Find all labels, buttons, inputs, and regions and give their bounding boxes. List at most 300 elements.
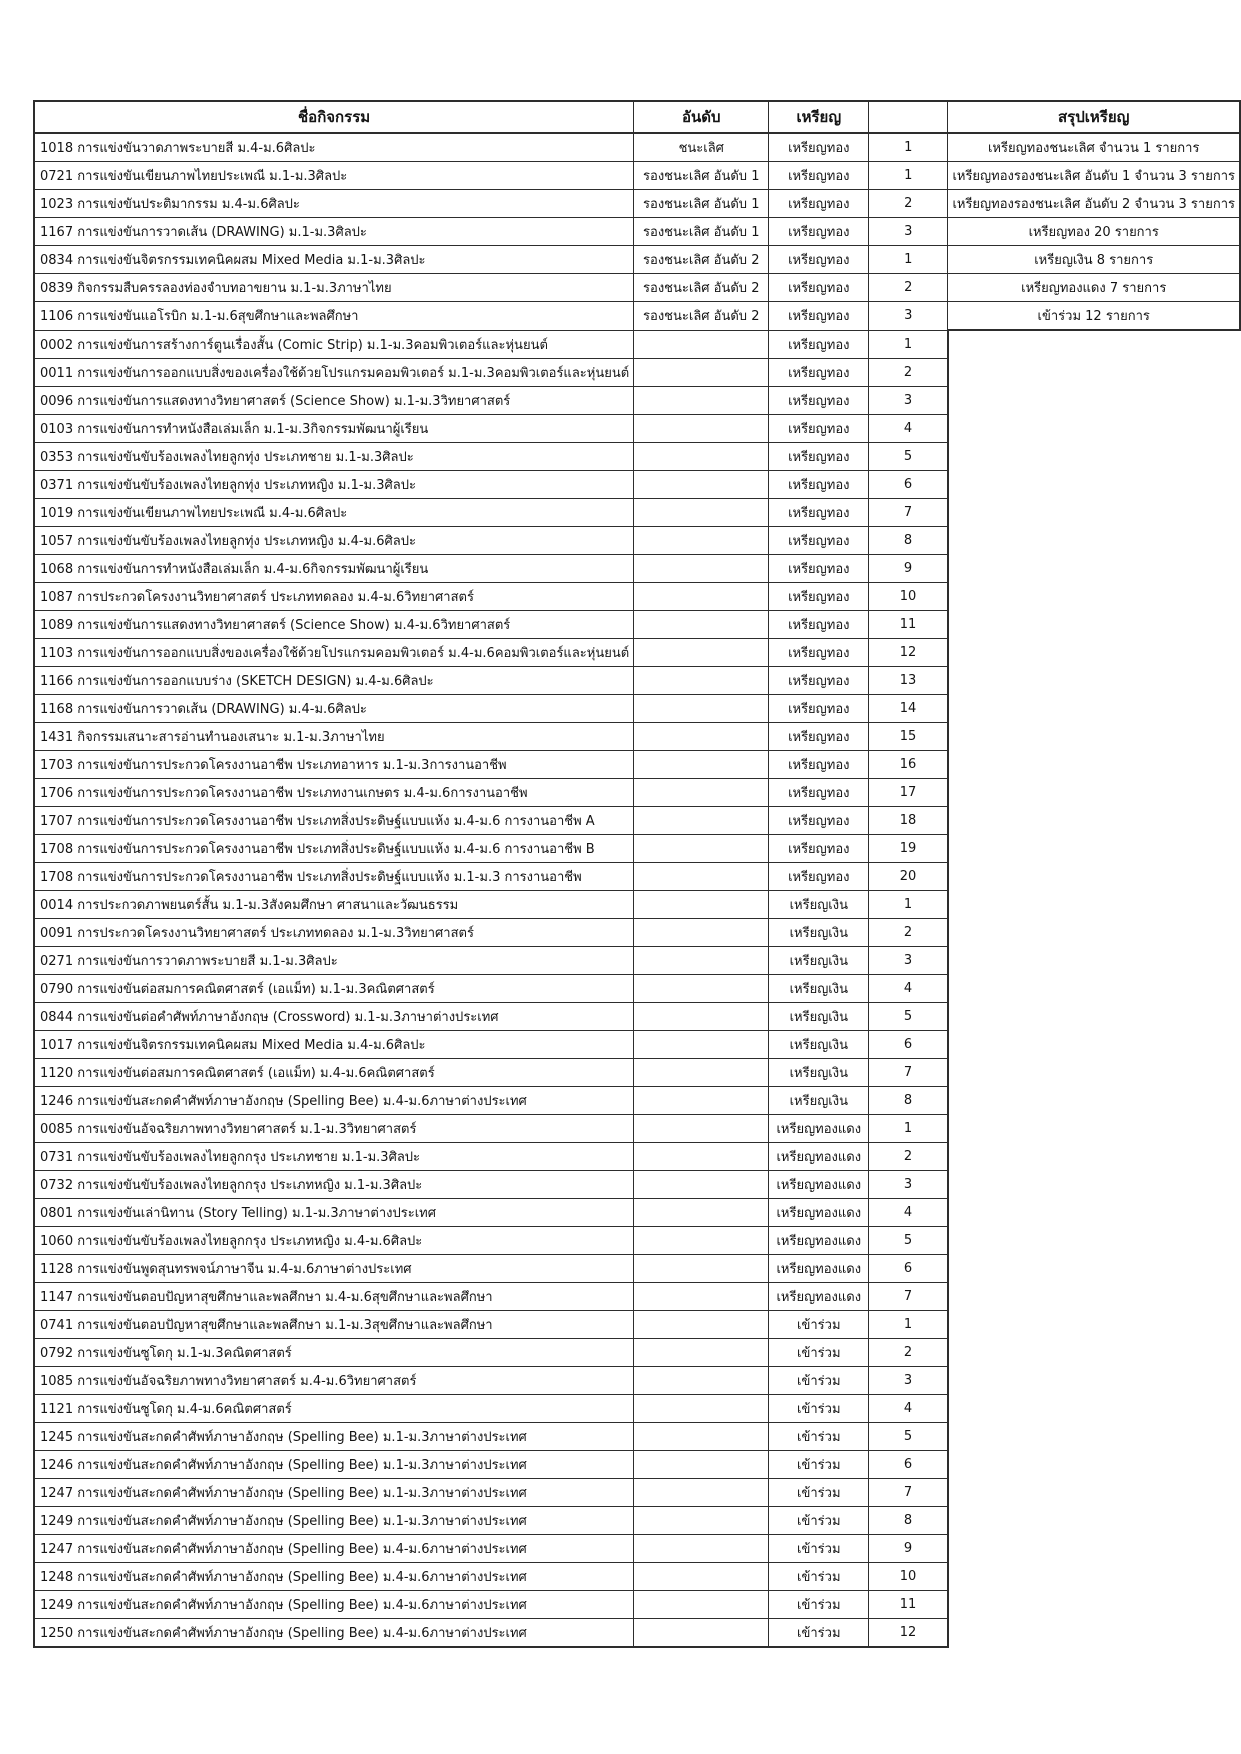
empty-cell (948, 778, 1240, 806)
count-cell: 6 (869, 1254, 948, 1282)
table-row (34, 1114, 1240, 1142)
empty-cell (948, 1478, 1240, 1506)
medal-cell: เหรียญทอง (769, 358, 869, 386)
medal-cell: เหรียญทอง (769, 554, 869, 582)
medal-cell: เหรียญทอง (769, 638, 869, 666)
count-cell: 8 (869, 1506, 948, 1534)
activity-cell: 0371 การแข่งขันขับร้องเพลงไทยลูกทุ่ง ประเภทหญิง ม.1-ม.3ศิลปะ (34, 470, 634, 498)
count-cell: 16 (869, 750, 948, 778)
medal-cell: เหรียญทอง (769, 862, 869, 890)
table-row (34, 1534, 1240, 1562)
table-row (34, 1030, 1240, 1058)
activity-cell: 1017 การแข่งขันจิตรกรรมเทคนิคผสม Mixed Media ม.4-ม.6ศิลปะ (34, 1030, 634, 1058)
activity-cell: 1249 การแข่งขันสะกดคำศัพท์ภาษาอังกฤษ (Spelling Bee) ม.1-ม.3ภาษาต่างประเทศ (34, 1506, 634, 1534)
table-row (34, 1198, 1240, 1226)
count-cell: 3 (869, 946, 948, 974)
rank-cell (634, 330, 769, 358)
rank-cell: รองชนะเลิศ อันดับ 2 (634, 274, 769, 302)
table-row (34, 1506, 1240, 1534)
medal-cell: เหรียญเงิน (769, 974, 869, 1002)
rank-cell (634, 1170, 769, 1198)
column-header-summary: สรุปเหรียญ (948, 101, 1240, 133)
count-cell: 3 (869, 302, 948, 331)
empty-cell (948, 414, 1240, 442)
activity-cell: 1147 การแข่งขันตอบปัญหาสุขศึกษาและพลศึกษา ม.4-ม.6สุขศึกษาและพลศึกษา (34, 1282, 634, 1310)
rank-cell (634, 862, 769, 890)
empty-cell (948, 1142, 1240, 1170)
table-row (34, 610, 1240, 638)
rank-cell (634, 610, 769, 638)
count-cell: 15 (869, 722, 948, 750)
rank-cell (634, 1338, 769, 1366)
activity-cell: 1057 การแข่งขันขับร้องเพลงไทยลูกทุ่ง ประเภทหญิง ม.4-ม.6ศิลปะ (34, 526, 634, 554)
count-cell: 3 (869, 1170, 948, 1198)
empty-cell (948, 582, 1240, 610)
table-row (34, 862, 1240, 890)
empty-cell (948, 890, 1240, 918)
empty-cell (948, 1226, 1240, 1254)
rank-cell (634, 1086, 769, 1114)
activity-cell: 0792 การแข่งขันซูโดกุ ม.1-ม.3คณิตศาสตร์ (34, 1338, 634, 1366)
table-row (34, 190, 1240, 218)
summary-cell: เข้าร่วม 12 รายการ (948, 302, 1240, 331)
medal-cell: เหรียญเงิน (769, 1030, 869, 1058)
table-row (34, 918, 1240, 946)
rank-cell (634, 1002, 769, 1030)
count-cell: 8 (869, 526, 948, 554)
rank-cell (634, 666, 769, 694)
column-header-medal: เหรียญ (769, 101, 869, 133)
activity-cell: 1248 การแข่งขันสะกดคำศัพท์ภาษาอังกฤษ (Spelling Bee) ม.4-ม.6ภาษาต่างประเทศ (34, 1562, 634, 1590)
column-header-rank: อันดับ (634, 101, 769, 133)
medal-cell: เหรียญทอง (769, 666, 869, 694)
activity-cell: 1247 การแข่งขันสะกดคำศัพท์ภาษาอังกฤษ (Spelling Bee) ม.4-ม.6ภาษาต่างประเทศ (34, 1534, 634, 1562)
activity-cell: 0011 การแข่งขันการออกแบบสิ่งของเครื่องใช้ด้วยโปรแกรมคอมพิวเตอร์ ม.1-ม.3คอมพิวเตอร์และหุ่นยนต์ (34, 358, 634, 386)
count-cell: 7 (869, 1478, 948, 1506)
empty-cell (948, 330, 1240, 358)
medal-cell: เข้าร่วม (769, 1366, 869, 1394)
activity-cell: 1120 การแข่งขันต่อสมการคณิตศาสตร์ (เอแม็ท) ม.4-ม.6คณิตศาสตร์ (34, 1058, 634, 1086)
medal-cell: เข้าร่วม (769, 1506, 869, 1534)
activity-cell: 1431 กิจกรรมเสนาะสารอ่านทำนองเสนาะ ม.1-ม.3ภาษาไทย (34, 722, 634, 750)
medal-cell: เหรียญทอง (769, 330, 869, 358)
rank-cell (634, 834, 769, 862)
table-row (34, 133, 1240, 162)
summary-cell: เหรียญทองชนะเลิศ จำนวน 1 รายการ (948, 133, 1240, 162)
table-row (34, 470, 1240, 498)
rank-cell: รองชนะเลิศ อันดับ 1 (634, 190, 769, 218)
table-row (34, 946, 1240, 974)
table-row (34, 1142, 1240, 1170)
table-row (34, 302, 1240, 331)
table-row (34, 1450, 1240, 1478)
count-cell: 4 (869, 1198, 948, 1226)
count-cell: 2 (869, 918, 948, 946)
count-cell: 10 (869, 1562, 948, 1590)
table-row (34, 218, 1240, 246)
rank-cell (634, 946, 769, 974)
rank-cell (634, 1506, 769, 1534)
count-cell: 5 (869, 442, 948, 470)
medal-cell: เข้าร่วม (769, 1562, 869, 1590)
activity-cell: 0103 การแข่งขันการทำหนังสือเล่มเล็ก ม.1-ม.3กิจกรรมพัฒนาผู้เรียน (34, 414, 634, 442)
empty-cell (948, 666, 1240, 694)
medal-cell: เหรียญทอง (769, 806, 869, 834)
count-cell: 12 (869, 638, 948, 666)
rank-cell (634, 498, 769, 526)
rank-cell (634, 1254, 769, 1282)
count-cell: 1 (869, 162, 948, 190)
table-row (34, 1086, 1240, 1114)
count-cell: 12 (869, 1618, 948, 1647)
count-cell: 11 (869, 610, 948, 638)
table-row (34, 1590, 1240, 1618)
medal-cell: เหรียญทอง (769, 722, 869, 750)
empty-cell (948, 806, 1240, 834)
medal-cell: เหรียญเงิน (769, 1002, 869, 1030)
activity-cell: 1121 การแข่งขันซูโดกุ ม.4-ม.6คณิตศาสตร์ (34, 1394, 634, 1422)
table-row (34, 1338, 1240, 1366)
empty-cell (948, 862, 1240, 890)
table-row (34, 1002, 1240, 1030)
activity-cell: 1246 การแข่งขันสะกดคำศัพท์ภาษาอังกฤษ (Spelling Bee) ม.1-ม.3ภาษาต่างประเทศ (34, 1450, 634, 1478)
count-cell: 17 (869, 778, 948, 806)
empty-cell (948, 1562, 1240, 1590)
rank-cell (634, 414, 769, 442)
activity-cell: 1128 การแข่งขันพูดสุนทรพจน์ภาษาจีน ม.4-ม.6ภาษาต่างประเทศ (34, 1254, 634, 1282)
empty-cell (948, 694, 1240, 722)
count-cell: 20 (869, 862, 948, 890)
medal-cell: เหรียญทองแดง (769, 1226, 869, 1254)
empty-cell (948, 834, 1240, 862)
count-cell: 3 (869, 1366, 948, 1394)
activity-cell: 0790 การแข่งขันต่อสมการคณิตศาสตร์ (เอแม็ท) ม.1-ม.3คณิตศาสตร์ (34, 974, 634, 1002)
count-cell: 2 (869, 190, 948, 218)
activity-cell: 1085 การแข่งขันอัจฉริยภาพทางวิทยาศาสตร์ ม.4-ม.6วิทยาศาสตร์ (34, 1366, 634, 1394)
rank-cell (634, 526, 769, 554)
empty-cell (948, 386, 1240, 414)
count-cell: 6 (869, 1450, 948, 1478)
medal-cell: เหรียญทอง (769, 274, 869, 302)
activity-cell: 1019 การแข่งขันเขียนภาพไทยประเพณี ม.4-ม.6ศิลปะ (34, 498, 634, 526)
activity-cell: 1168 การแข่งขันการวาดเส้น (DRAWING) ม.4-ม.6ศิลปะ (34, 694, 634, 722)
table-row (34, 1058, 1240, 1086)
table-header-row (34, 101, 1240, 133)
medal-cell: เข้าร่วม (769, 1450, 869, 1478)
table-row (34, 1226, 1240, 1254)
rank-cell (634, 974, 769, 1002)
medal-cell: เหรียญทอง (769, 190, 869, 218)
activity-cell: 1018 การแข่งขันวาดภาพระบายสี ม.4-ม.6ศิลปะ (34, 133, 634, 162)
summary-cell: เหรียญทองรองชนะเลิศ อันดับ 1 จำนวน 3 รายการ (948, 162, 1240, 190)
medal-cell: เหรียญทอง (769, 778, 869, 806)
count-cell: 8 (869, 1086, 948, 1114)
medal-cell: เข้าร่วม (769, 1338, 869, 1366)
table-row (34, 1422, 1240, 1450)
rank-cell (634, 1478, 769, 1506)
count-cell: 1 (869, 1114, 948, 1142)
rank-cell (634, 1030, 769, 1058)
activity-cell: 0731 การแข่งขันขับร้องเพลงไทยลูกกรุง ประเภทชาย ม.1-ม.3ศิลปะ (34, 1142, 634, 1170)
activity-cell: 0732 การแข่งขันขับร้องเพลงไทยลูกกรุง ประเภทหญิง ม.1-ม.3ศิลปะ (34, 1170, 634, 1198)
count-cell: 2 (869, 1142, 948, 1170)
activity-cell: 0353 การแข่งขันขับร้องเพลงไทยลูกทุ่ง ประเภทชาย ม.1-ม.3ศิลปะ (34, 442, 634, 470)
medal-cell: เหรียญทอง (769, 834, 869, 862)
activity-cell: 1087 การประกวดโครงงานวิทยาศาสตร์ ประเภททดลอง ม.4-ม.6วิทยาศาสตร์ (34, 582, 634, 610)
medal-cell: เหรียญทอง (769, 218, 869, 246)
activity-cell: 1246 การแข่งขันสะกดคำศัพท์ภาษาอังกฤษ (Spelling Bee) ม.4-ม.6ภาษาต่างประเทศ (34, 1086, 634, 1114)
count-cell: 5 (869, 1226, 948, 1254)
table-row (34, 1366, 1240, 1394)
count-cell: 9 (869, 1534, 948, 1562)
table-row (34, 274, 1240, 302)
activity-cell: 1068 การแข่งขันการทำหนังสือเล่มเล็ก ม.4-ม.6กิจกรรมพัฒนาผู้เรียน (34, 554, 634, 582)
empty-cell (948, 1310, 1240, 1338)
empty-cell (948, 498, 1240, 526)
medal-cell: เหรียญทอง (769, 246, 869, 274)
medal-cell: เหรียญเงิน (769, 918, 869, 946)
rank-cell (634, 1394, 769, 1422)
empty-cell (948, 442, 1240, 470)
rank-cell: ชนะเลิศ (634, 133, 769, 162)
rank-cell (634, 638, 769, 666)
empty-cell (948, 1058, 1240, 1086)
medal-cell: เหรียญทอง (769, 414, 869, 442)
column-header-activity: ชื่อกิจกรรม (34, 101, 634, 133)
empty-cell (948, 1086, 1240, 1114)
rank-cell (634, 750, 769, 778)
empty-cell (948, 1590, 1240, 1618)
count-cell: 7 (869, 1058, 948, 1086)
empty-cell (948, 1114, 1240, 1142)
rank-cell (634, 442, 769, 470)
rank-cell: รองชนะเลิศ อันดับ 2 (634, 302, 769, 331)
medal-cell: เหรียญทองแดง (769, 1142, 869, 1170)
rank-cell (634, 582, 769, 610)
medal-cell: เหรียญทอง (769, 442, 869, 470)
medal-cell: เข้าร่วม (769, 1478, 869, 1506)
rank-cell (634, 1282, 769, 1310)
count-cell: 1 (869, 133, 948, 162)
rank-cell (634, 1590, 769, 1618)
activity-cell: 0091 การประกวดโครงงานวิทยาศาสตร์ ประเภททดลอง ม.1-ม.3วิทยาศาสตร์ (34, 918, 634, 946)
rank-cell (634, 722, 769, 750)
rank-cell (634, 1142, 769, 1170)
table-row (34, 1562, 1240, 1590)
table-row (34, 666, 1240, 694)
activity-cell: 1106 การแข่งขันแอโรบิก ม.1-ม.6สุขศึกษาและพลศึกษา (34, 302, 634, 331)
empty-cell (948, 1450, 1240, 1478)
activity-cell: 1703 การแข่งขันการประกวดโครงงานอาชีพ ประเภทอาหาร ม.1-ม.3การงานอาชีพ (34, 750, 634, 778)
count-cell: 1 (869, 330, 948, 358)
empty-cell (948, 750, 1240, 778)
rank-cell (634, 1562, 769, 1590)
rank-cell (634, 358, 769, 386)
empty-cell (948, 1422, 1240, 1450)
medal-cell: เข้าร่วม (769, 1394, 869, 1422)
empty-cell (948, 1030, 1240, 1058)
rank-cell (634, 918, 769, 946)
count-cell: 1 (869, 1310, 948, 1338)
rank-cell (634, 1226, 769, 1254)
activity-cell: 0801 การแข่งขันเล่านิทาน (Story Telling) ม.1-ม.3ภาษาต่างประเทศ (34, 1198, 634, 1226)
activity-cell: 0844 การแข่งขันต่อคำศัพท์ภาษาอังกฤษ (Crossword) ม.1-ม.3ภาษาต่างประเทศ (34, 1002, 634, 1030)
medal-cell: เหรียญทอง (769, 694, 869, 722)
rank-cell (634, 1114, 769, 1142)
empty-cell (948, 1366, 1240, 1394)
table-row (34, 554, 1240, 582)
medal-cell: เหรียญทอง (769, 582, 869, 610)
medal-cell: เข้าร่วม (769, 1422, 869, 1450)
activity-cell: 0839 กิจกรรมสืบครรลองท่องจำบทอาขยาน ม.1-ม.3ภาษาไทย (34, 274, 634, 302)
table-row (34, 1478, 1240, 1506)
medal-cell: เข้าร่วม (769, 1618, 869, 1647)
table-row (34, 694, 1240, 722)
medal-cell: เหรียญทองแดง (769, 1114, 869, 1142)
empty-cell (948, 918, 1240, 946)
empty-cell (948, 638, 1240, 666)
summary-cell: เหรียญทอง 20 รายการ (948, 218, 1240, 246)
activity-cell: 1707 การแข่งขันการประกวดโครงงานอาชีพ ประเภทสิ่งประดิษฐ์แบบแห้ง ม.4-ม.6 การงานอาชีพ A (34, 806, 634, 834)
rank-cell (634, 1618, 769, 1647)
medal-cell: เข้าร่วม (769, 1590, 869, 1618)
rank-cell (634, 778, 769, 806)
count-cell: 6 (869, 470, 948, 498)
table-row (34, 1394, 1240, 1422)
medal-cell: เหรียญเงิน (769, 1086, 869, 1114)
empty-cell (948, 722, 1240, 750)
table-row (34, 442, 1240, 470)
rank-cell: รองชนะเลิศ อันดับ 1 (634, 218, 769, 246)
activity-cell: 1103 การแข่งขันการออกแบบสิ่งของเครื่องใช้ด้วยโปรแกรมคอมพิวเตอร์ ม.4-ม.6คอมพิวเตอร์และหุ่นยนต์ (34, 638, 634, 666)
count-cell: 6 (869, 1030, 948, 1058)
medal-cell: เหรียญทอง (769, 610, 869, 638)
table-row (34, 638, 1240, 666)
count-cell: 11 (869, 1590, 948, 1618)
table-row (34, 722, 1240, 750)
activity-cell: 1706 การแข่งขันการประกวดโครงงานอาชีพ ประเภทงานเกษตร ม.4-ม.6การงานอาชีพ (34, 778, 634, 806)
count-cell: 2 (869, 358, 948, 386)
count-cell: 7 (869, 1282, 948, 1310)
activity-cell: 1089 การแข่งขันการแสดงทางวิทยาศาสตร์ (Science Show) ม.4-ม.6วิทยาศาสตร์ (34, 610, 634, 638)
empty-cell (948, 1338, 1240, 1366)
medal-cell: เหรียญเงิน (769, 890, 869, 918)
table-row (34, 974, 1240, 1002)
rank-cell (634, 554, 769, 582)
rank-cell (634, 1058, 769, 1086)
activity-cell: 1249 การแข่งขันสะกดคำศัพท์ภาษาอังกฤษ (Spelling Bee) ม.4-ม.6ภาษาต่างประเทศ (34, 1590, 634, 1618)
table-row (34, 358, 1240, 386)
table-row (34, 1282, 1240, 1310)
activity-cell: 1250 การแข่งขันสะกดคำศัพท์ภาษาอังกฤษ (Spelling Bee) ม.4-ม.6ภาษาต่างประเทศ (34, 1618, 634, 1647)
empty-cell (948, 946, 1240, 974)
medal-cell: เหรียญทองแดง (769, 1254, 869, 1282)
rank-cell (634, 1450, 769, 1478)
activity-cell: 1166 การแข่งขันการออกแบบร่าง (SKETCH DESIGN) ม.4-ม.6ศิลปะ (34, 666, 634, 694)
medal-cell: เหรียญทอง (769, 498, 869, 526)
activity-cell: 1023 การแข่งขันประติมากรรม ม.4-ม.6ศิลปะ (34, 190, 634, 218)
activity-cell: 1247 การแข่งขันสะกดคำศัพท์ภาษาอังกฤษ (Spelling Bee) ม.1-ม.3ภาษาต่างประเทศ (34, 1478, 634, 1506)
count-cell: 4 (869, 974, 948, 1002)
count-cell: 4 (869, 414, 948, 442)
table-row (34, 414, 1240, 442)
summary-cell: เหรียญทองรองชนะเลิศ อันดับ 2 จำนวน 3 รายการ (948, 190, 1240, 218)
table-row (34, 498, 1240, 526)
rank-cell (634, 386, 769, 414)
empty-cell (948, 1198, 1240, 1226)
table-row (34, 386, 1240, 414)
empty-cell (948, 1282, 1240, 1310)
summary-cell: เหรียญทองแดง 7 รายการ (948, 274, 1240, 302)
activity-cell: 1167 การแข่งขันการวาดเส้น (DRAWING) ม.1-ม.3ศิลปะ (34, 218, 634, 246)
medal-cell: เหรียญทองแดง (769, 1170, 869, 1198)
count-cell: 5 (869, 1002, 948, 1030)
rank-cell (634, 1422, 769, 1450)
count-cell: 14 (869, 694, 948, 722)
count-cell: 9 (869, 554, 948, 582)
table-row (34, 1310, 1240, 1338)
table-row (34, 1618, 1240, 1647)
empty-cell (948, 1618, 1240, 1647)
medal-cell: เหรียญทอง (769, 162, 869, 190)
activity-cell: 0096 การแข่งขันการแสดงทางวิทยาศาสตร์ (Science Show) ม.1-ม.3วิทยาศาสตร์ (34, 386, 634, 414)
table-row (34, 1170, 1240, 1198)
count-cell: 13 (869, 666, 948, 694)
medal-cell: เหรียญทอง (769, 750, 869, 778)
table-row (34, 582, 1240, 610)
empty-cell (948, 1254, 1240, 1282)
activity-cell: 0271 การแข่งขันการวาดภาพระบายสี ม.1-ม.3ศิลปะ (34, 946, 634, 974)
activity-cell: 1060 การแข่งขันขับร้องเพลงไทยลูกกรุง ประเภทหญิง ม.4-ม.6ศิลปะ (34, 1226, 634, 1254)
rank-cell (634, 806, 769, 834)
rank-cell (634, 470, 769, 498)
count-cell: 1 (869, 890, 948, 918)
rank-cell (634, 1366, 769, 1394)
count-cell: 3 (869, 218, 948, 246)
empty-cell (948, 974, 1240, 1002)
rank-cell (634, 1534, 769, 1562)
table-row (34, 806, 1240, 834)
activity-cell: 1245 การแข่งขันสะกดคำศัพท์ภาษาอังกฤษ (Spelling Bee) ม.1-ม.3ภาษาต่างประเทศ (34, 1422, 634, 1450)
count-cell: 2 (869, 1338, 948, 1366)
table-row (34, 1254, 1240, 1282)
medal-cell: เหรียญทอง (769, 302, 869, 331)
empty-cell (948, 526, 1240, 554)
count-cell: 3 (869, 386, 948, 414)
empty-cell (948, 358, 1240, 386)
empty-cell (948, 554, 1240, 582)
count-cell: 10 (869, 582, 948, 610)
table-row (34, 750, 1240, 778)
count-cell: 7 (869, 498, 948, 526)
empty-cell (948, 1394, 1240, 1422)
table-row (34, 330, 1240, 358)
rank-cell (634, 890, 769, 918)
rank-cell: รองชนะเลิศ อันดับ 1 (634, 162, 769, 190)
table-row (34, 246, 1240, 274)
table-body (34, 133, 1240, 1647)
summary-cell: เหรียญเงิน 8 รายการ (948, 246, 1240, 274)
medal-cell: เหรียญทอง (769, 470, 869, 498)
table-row (34, 778, 1240, 806)
count-cell: 1 (869, 246, 948, 274)
count-cell: 2 (869, 274, 948, 302)
medal-cell: เหรียญเงิน (769, 946, 869, 974)
count-cell: 4 (869, 1394, 948, 1422)
activity-cell: 0834 การแข่งขันจิตรกรรมเทคนิคผสม Mixed Media ม.1-ม.3ศิลปะ (34, 246, 634, 274)
rank-cell (634, 1198, 769, 1226)
activity-cell: 0721 การแข่งขันเขียนภาพไทยประเพณี ม.1-ม.3ศิลปะ (34, 162, 634, 190)
